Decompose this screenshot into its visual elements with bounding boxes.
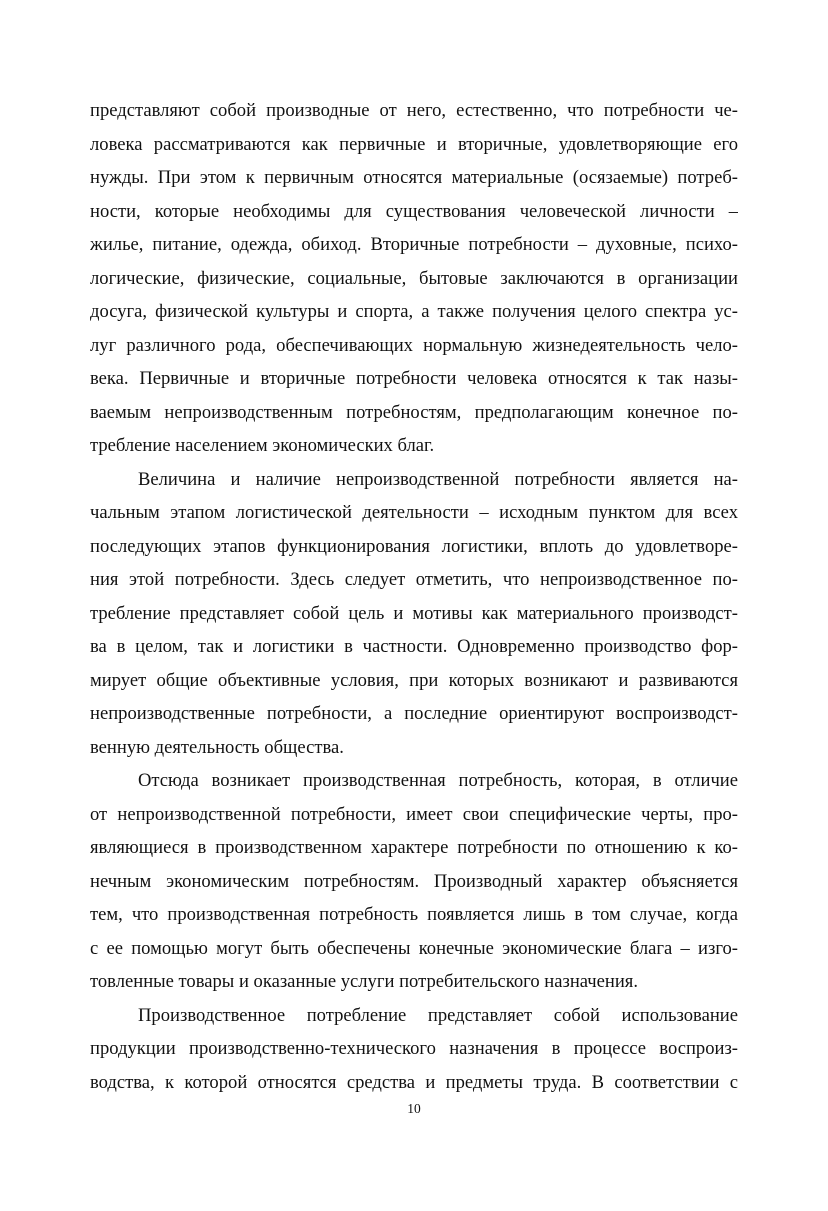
text-line: ния этой потребности. Здесь следует отметить, что непроизводственное по- xyxy=(90,569,738,590)
text-line: представляют собой производные от него, естественно, что потребности че- xyxy=(90,100,738,121)
text-line: жилье, питание, одежда, обиход. Вторичные потребности – духовные, психо- xyxy=(90,234,738,255)
text-line: тем, что производственная потребность появляется лишь в том случае, когда xyxy=(90,904,738,925)
page-number: 10 xyxy=(407,1101,421,1116)
paragraph-1 xyxy=(90,94,738,463)
text-line: непроизводственные потребности, а последние ориентируют воспроизводст- xyxy=(90,703,738,724)
text-line: ваемым непроизводственным потребностям, предполагающим конечное по- xyxy=(90,401,738,423)
text-line: чальным этапом логистической деятельности – исходным пунктом для всех xyxy=(90,502,738,523)
text-line: Производственное потребление представляет собой использование xyxy=(138,1004,738,1026)
text-line: нужды. При этом к первичным относятся материальные (осязаемые) потреб- xyxy=(90,167,738,188)
paragraph-3 xyxy=(90,764,738,999)
text-line: водства, к которой относятся средства и предметы труда. В соответствии с xyxy=(90,1071,738,1093)
text-line: нечным экономическим потребностям. Производный характер объясняется xyxy=(90,870,738,892)
body-text xyxy=(90,94,738,1099)
text-line: века. Первичные и вторичные потребности человека относятся к так назы- xyxy=(90,368,738,389)
text-line: продукции производственно-технического назначения в процессе воспроиз- xyxy=(90,1038,738,1059)
text-line: ва в целом, так и логистики в частности. Одновременно производство фор- xyxy=(90,636,738,657)
text-line: венную деятельность общества. xyxy=(90,736,344,758)
text-line: последующих этапов функционирования логистики, вплоть до удовлетворе- xyxy=(90,535,738,557)
text-line: логические, физические, социальные, бытовые заключаются в организации xyxy=(90,267,738,289)
text-line: луг различного рода, обеспечивающих нормальную жизнедеятельность чело- xyxy=(90,334,738,356)
text-line: требление представляет собой цель и мотивы как материального производст- xyxy=(90,602,738,624)
text-line: от непроизводственной потребности, имеет свои специфические черты, про- xyxy=(90,803,738,825)
paragraph-4 xyxy=(90,999,738,1100)
text-line: ности, которые необходимы для существования человеческой личности – xyxy=(90,200,738,222)
text-line: Величина и наличие непроизводственной потребности является на- xyxy=(138,468,738,490)
text-line: досуга, физической культуры и спорта, а также получения целого спектра ус- xyxy=(90,301,738,322)
paragraph-2 xyxy=(90,463,738,765)
text-line: являющиеся в производственном характере потребности по отношению к ко- xyxy=(90,837,738,858)
text-line: с ее помощью могут быть обеспечены конечные экономические блага – изго- xyxy=(90,937,738,959)
text-line: Отсюда возникает производственная потребность, которая, в отличие xyxy=(138,770,738,791)
text-line: мирует общие объективные условия, при которых возникают и развиваются xyxy=(90,669,738,691)
text-line: требление населением экономических благ. xyxy=(90,435,435,456)
text-line: товленные товары и оказанные услуги потребительского назначения. xyxy=(90,971,638,992)
text-line: ловека рассматриваются как первичные и вторичные, удовлетворяющие его xyxy=(90,133,738,155)
